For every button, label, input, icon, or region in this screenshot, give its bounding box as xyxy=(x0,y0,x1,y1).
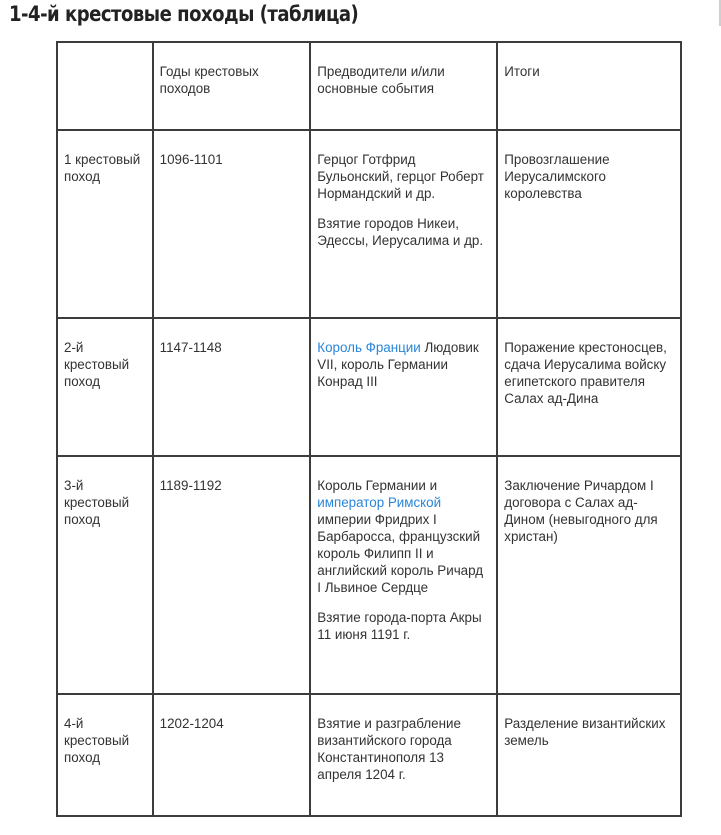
table-row xyxy=(57,130,681,318)
crusade-result-cell: Заключение Ричардом I договора с Салах ад-Дином (невыгодного для христан) xyxy=(497,456,681,694)
table-header-row xyxy=(57,42,681,130)
crusade-years-cell: 1189-1192 xyxy=(153,456,311,694)
leaders-text: Людовик VII, король Германии Конрад III xyxy=(317,340,479,389)
events-paragraph: Взятие и разграбление византийского города Константинополя 13 апреля 1204 г. xyxy=(317,716,461,782)
crusade-name-cell: 2-й крестовый поход xyxy=(57,318,153,456)
crusade-years-cell: 1147-1148 xyxy=(153,318,311,456)
header-cell-leaders: Предводители и/или основные события xyxy=(310,42,497,130)
roman-emperor-link[interactable]: император Римской xyxy=(317,495,442,510)
crusade-result-cell: Разделение византийских земель xyxy=(497,694,681,816)
crusade-leaders-cell xyxy=(310,694,497,816)
leaders-paragraph xyxy=(317,339,490,390)
header-cell-results: Итоги xyxy=(497,42,681,130)
crusade-leaders-cell xyxy=(310,318,497,456)
crusade-leaders-cell xyxy=(310,130,497,318)
table-row xyxy=(57,318,681,456)
crusade-years-cell: 1202-1204 xyxy=(153,694,311,816)
crusades-table xyxy=(56,41,682,817)
leaders-text-pre: Король Германии и xyxy=(317,478,438,493)
crusade-leaders-cell xyxy=(310,456,497,694)
table-row xyxy=(57,456,681,694)
events-paragraph: Взятие городов Никеи, Эдессы, Иерусалима и др. xyxy=(317,216,484,248)
crusade-name-cell: 4-й крестовый поход xyxy=(57,694,153,816)
crusade-result-cell: Провозглашение Иерусалимского королевства xyxy=(497,130,681,318)
leaders-paragraph xyxy=(317,477,490,596)
table-row xyxy=(57,694,681,816)
crusade-years-cell: 1096-1101 xyxy=(153,130,311,318)
crusade-name-cell: 1 крестовый поход xyxy=(57,130,153,318)
king-of-france-link[interactable]: Король Франции xyxy=(317,340,421,355)
header-cell-empty xyxy=(57,42,153,130)
header-cell-years: Годы крестовых походов xyxy=(153,42,311,130)
leaders-paragraph: Герцог Готфрид Бульонский, герцог Роберт Нормандский и др. xyxy=(317,152,484,201)
page-title: 1-4-й крестовые походы (таблица) xyxy=(9,2,359,26)
crusade-result-cell: Поражение крестоносцев, сдача Иерусалима войску египетского правителя Салах ад-Дина xyxy=(497,318,681,456)
leaders-text: империи Фридрих I Барбаросса, французский король Филипп II и английский король Ричард I Львиное Сердце xyxy=(317,512,484,595)
crusade-name-cell: 3-й крестовый поход xyxy=(57,456,153,694)
events-paragraph: Взятие города-порта Акры 11 июня 1191 г. xyxy=(317,610,482,642)
